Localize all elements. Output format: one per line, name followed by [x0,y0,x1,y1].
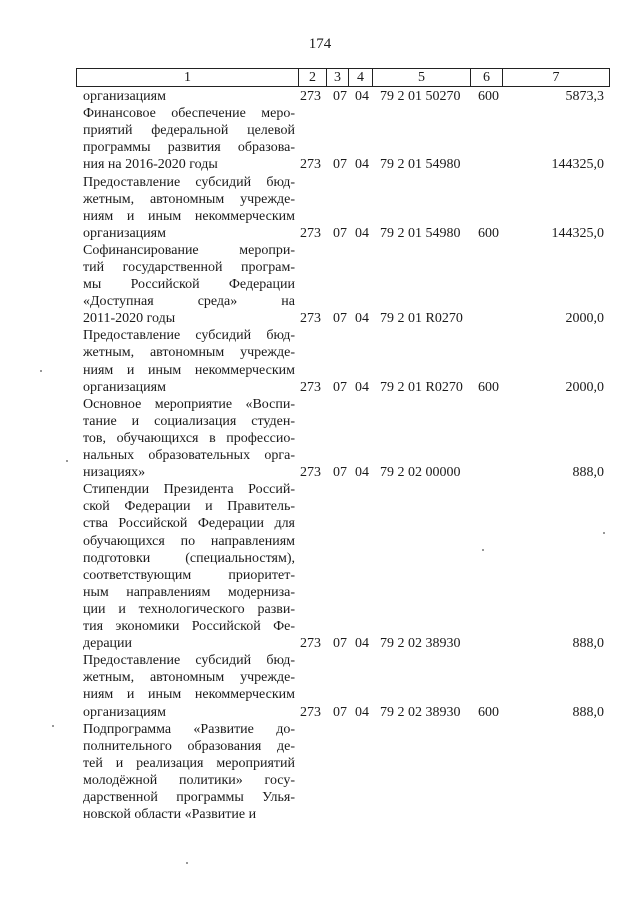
entry-description-line: Предоставление субсидий бюд- [83,653,295,669]
entry-code-section: 07 [333,704,347,720]
scan-speck [52,725,54,727]
entry-description-line: ниям и иным некоммерческим [83,362,295,378]
entry-description [83,481,295,652]
entry-description-line: ниям и иным некоммерческим [83,208,295,224]
entry-amount: 2000,0 [565,311,604,327]
entry-description-line: 2011-2020 годы [83,311,176,327]
entry-code-ministry: 273 [300,225,321,241]
entry-description-line: дарственной программы Улья- [83,790,295,806]
entry-description-line: молодёжной политики» госу- [83,772,295,788]
entry-amount: 144325,0 [551,225,604,241]
column-header-4: 4 [349,69,373,87]
entry-amount: 888,0 [572,636,604,652]
entry-description-line: мы Российской Федерации [83,277,295,293]
entry-description-line: «Доступная среда» на [83,294,295,310]
entry-description-line: ниям и иным некоммерческим [83,687,295,703]
entry-code-subsection: 04 [355,311,369,327]
entry-code-section: 07 [333,636,347,652]
entry-code-target: 79 2 01 50270 [380,89,461,104]
entry-description [83,721,295,824]
entry-description-line: обучающихся по направлениям [83,533,295,549]
entry-description-line: организациям [83,379,166,395]
entry-description-line: низациях» [83,465,146,481]
entry-amount: 5873,3 [565,89,604,104]
entry-description-line: ской Федерации и Правитель- [83,499,295,515]
column-header-1: 1 [77,69,299,87]
entry-description-line: организациям [83,704,166,720]
entry-code-subsection: 04 [355,465,369,481]
entry-description-line: подготовки (специальностям), [83,550,295,566]
entry-description-line: Предоставление субсидий бюд- [83,328,295,344]
entry-description-line: Стипендии Президента Россий- [83,482,295,498]
entry-description-line: приятий федеральной целевой [83,123,295,139]
entry-description-line: тание и социализация студен- [83,413,295,429]
entry-code-target: 79 2 02 38930 [380,704,461,720]
entry-code-section: 07 [333,157,347,173]
entry-description-line: жетным, автономным учрежде- [83,345,295,361]
entry-code-expense-type: 600 [478,89,499,104]
entry-description-line: тия экономики Российской Фе- [83,619,295,635]
entry-description-line: тий государственной програм- [83,259,295,275]
entry-code-section: 07 [333,465,347,481]
entry-description-line: дерации [83,636,133,652]
entry-code-ministry: 273 [300,465,321,481]
entry-code-subsection: 04 [355,704,369,720]
entry-description-line: жетным, автономным учрежде- [83,191,295,207]
entry-description-line: организациям [83,225,166,241]
entry-code-section: 07 [333,311,347,327]
entry-description-line: программы развития образова- [83,140,295,156]
column-header-7: 7 [503,69,610,87]
entry-description-line: ции и технологического разви- [83,601,295,617]
entry-description [83,105,295,173]
entry-description-line: ства Российской Федерации для [83,516,295,532]
column-header-row [76,68,610,87]
entry-description-line: жетным, автономным учрежде- [83,670,295,686]
entry-description-line: новской области «Развитие и [83,807,257,823]
entry-code-subsection: 04 [355,225,369,241]
entry-code-subsection: 04 [355,379,369,395]
entry-description [83,88,295,105]
entry-description [83,396,295,481]
entry-description-line: Софинансирование меропри- [83,242,295,258]
scan-speck [186,862,188,864]
entry-code-section: 07 [333,89,347,104]
entry-amount: 2000,0 [565,379,604,395]
entry-description-line: соответствующим приоритет- [83,567,295,583]
entry-description-line: Предоставление субсидий бюд- [83,174,295,190]
scan-speck [66,460,68,462]
entry-description-line: Финансовое обеспечение меро- [83,106,295,122]
entry-description-line: ным направлениям модерниза- [83,584,295,600]
entry-description-line: тов, обучающихся в профессио- [83,430,295,446]
entry-amount: 888,0 [572,704,604,720]
entry-description-line: полнительного образования де- [83,738,295,754]
entry-amount: 888,0 [572,465,604,481]
entry-code-subsection: 04 [355,89,369,104]
entry-description [83,652,295,720]
entry-code-ministry: 273 [300,636,321,652]
entry-description-line: нальных образовательных орга- [83,448,295,464]
entry-description-line: организациям [83,89,166,104]
entry-code-ministry: 273 [300,89,321,104]
entry-code-section: 07 [333,379,347,395]
entry-code-ministry: 273 [300,157,321,173]
column-header-2: 2 [299,69,327,87]
entry-description [83,174,295,242]
entry-code-subsection: 04 [355,636,369,652]
scan-speck [482,549,484,551]
entry-code-ministry: 273 [300,379,321,395]
entry-code-expense-type: 600 [478,379,499,395]
scan-speck [603,532,605,534]
entry-amount: 144325,0 [551,157,604,173]
entry-description-line: Подпрограмма «Развитие до- [83,721,295,737]
entry-description [83,242,295,327]
entry-code-subsection: 04 [355,157,369,173]
entry-description-line: ния на 2016-2020 годы [83,157,218,173]
entry-code-section: 07 [333,225,347,241]
entry-code-ministry: 273 [300,311,321,327]
entry-description-line: тей и реализация мероприятий [83,755,295,771]
entry-code-target: 79 2 01 54980 [380,157,461,173]
scan-speck [40,370,42,372]
page-number: 174 [308,36,332,52]
entry-code-target: 79 2 02 00000 [380,465,461,481]
entry-code-expense-type: 600 [478,225,499,241]
entry-code-ministry: 273 [300,704,321,720]
entry-code-target: 79 2 01 R0270 [380,311,463,327]
entry-code-expense-type: 600 [478,704,499,720]
entry-code-target: 79 2 01 R0270 [380,379,463,395]
column-header-5: 5 [373,69,471,87]
entry-code-target: 79 2 02 38930 [380,636,461,652]
entry-description-line: Основное мероприятие «Воспи- [83,396,295,412]
entry-description [83,327,295,395]
column-header-6: 6 [471,69,503,87]
entry-code-target: 79 2 01 54980 [380,225,461,241]
column-header-3: 3 [327,69,349,87]
